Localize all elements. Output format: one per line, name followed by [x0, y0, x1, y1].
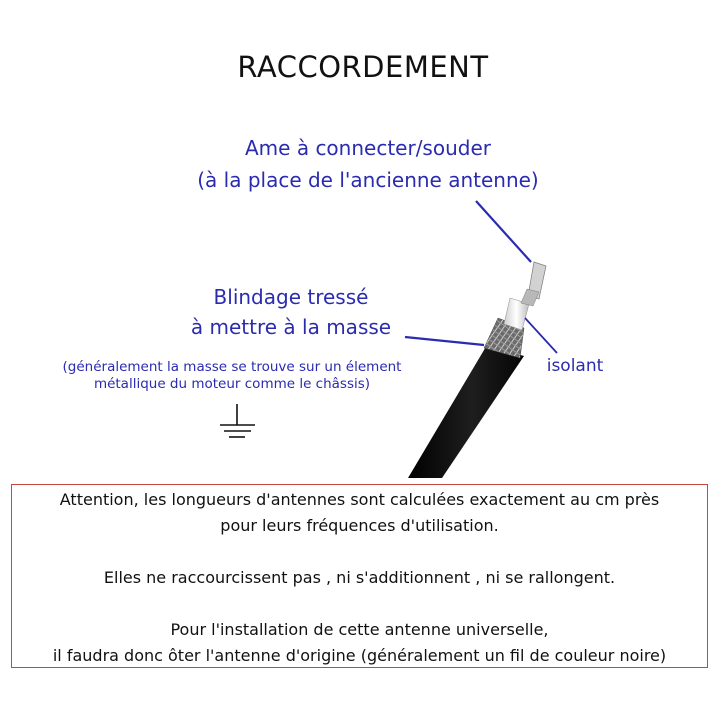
warning-line1: Attention, les longueurs d'antennes sont calculées exactement au cm près: [59, 490, 660, 509]
core-label-line2: (à la place de l'ancienne antenne): [197, 168, 539, 192]
ground-note-line1: (généralement la masse se trouve sur un élement: [62, 359, 402, 375]
diagram-title: RACCORDEMENT: [237, 50, 489, 84]
cable-jacket: [408, 345, 524, 478]
core-label-line1: Ame à connecter/souder: [245, 136, 491, 160]
shield-pointer-line: [405, 337, 484, 345]
insulator-pointer-line: [525, 318, 557, 353]
warning-line2: pour leurs fréquences d'utilisation.: [220, 516, 499, 535]
warning-line5: il faudra donc ôter l'antenne d'origine (généralement un fil de couleur noire): [52, 646, 667, 665]
warning-line4: Pour l'installation de cette antenne universelle,: [170, 620, 549, 639]
shield-label-line1: Blindage tressé: [213, 285, 369, 309]
ground-icon: [220, 404, 255, 437]
warning-line3: Elles ne raccourcissent pas , ni s'additionnent , ni se rallongent.: [103, 568, 616, 587]
core-pointer-line: [476, 201, 531, 262]
insulator-label: isolant: [546, 356, 604, 376]
shield-label-line2: à mettre à la masse: [190, 315, 392, 339]
ground-note-line2: métallique du moteur comme le châssis): [93, 376, 371, 392]
warning-box: [11, 484, 708, 668]
